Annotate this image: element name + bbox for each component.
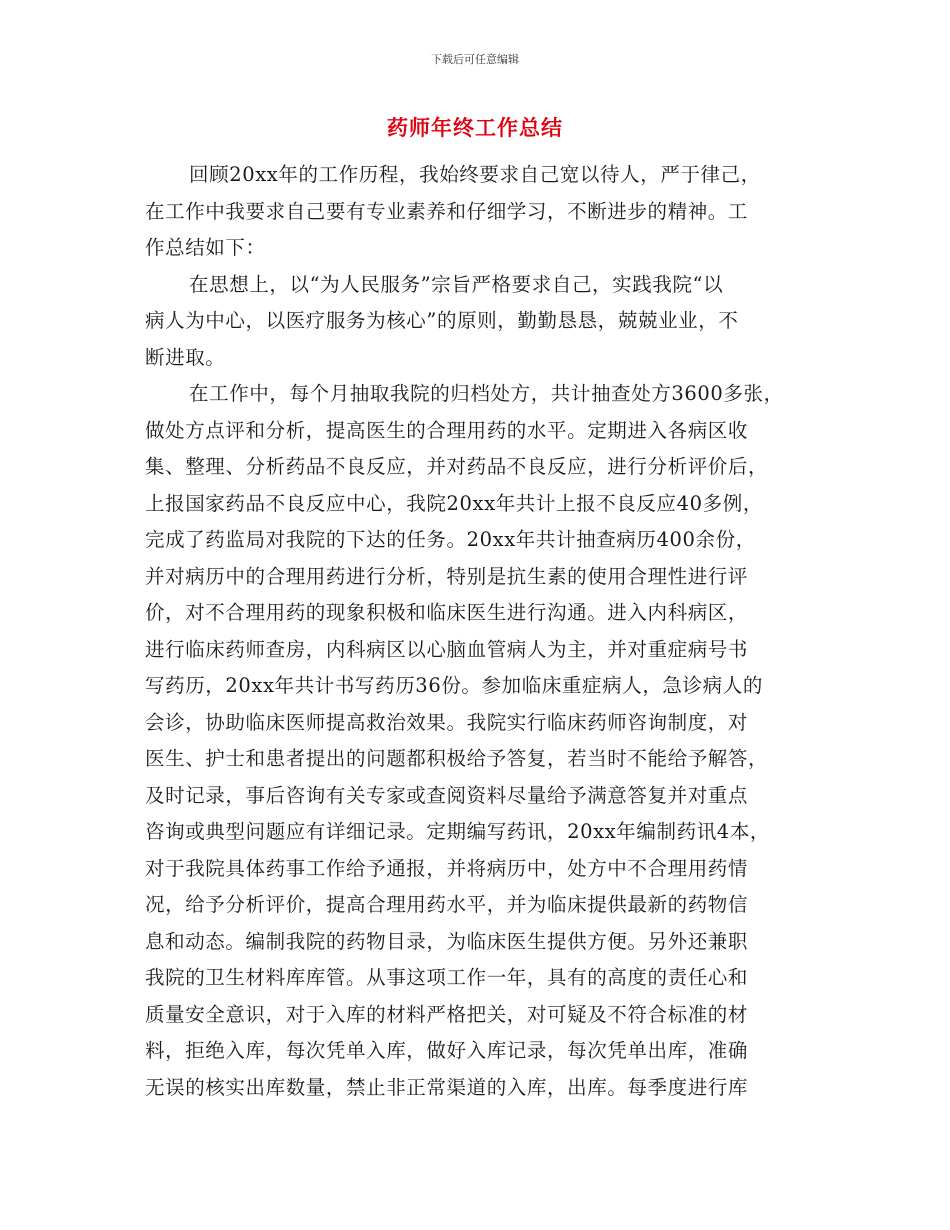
paragraph-line: 及时记录，事后咨询有关专家或查阅资料尽量给予满意答复并对重点 (145, 783, 749, 807)
paragraph-line: 在思想上，以“为人民服务”宗旨严格要求自己，实践我院“以 (189, 272, 724, 296)
paragraph-line: 写药历，20xx年共计书写药历36份。参加临床重症病人，急诊病人的 (145, 674, 763, 697)
paragraph-line: 况，给予分析评价，提高合理用药水平，并为临床提供最新的药物信 (145, 893, 749, 916)
paragraph-line: 回顾20xx年的工作历程，我始终要求自己宽以待人，严于律己， (189, 163, 761, 186)
paragraph-line: 进行临床药师查房，内科病区以心脑血管病人为主，并对重症病号书 (145, 637, 749, 661)
paragraph-line: 上报国家药品不良反应中心，我院20xx年共计上报不良反应40多例， (145, 491, 763, 515)
paragraph-line: 病人为中心，以医疗服务为核心”的原则，勤勤恳恳，兢兢业业，不 (145, 309, 739, 332)
document-title: 药师年终工作总结 (387, 115, 563, 140)
paragraph-line: 在工作中，每个月抽取我院的归档处方，共计抽查处方3600多张， (189, 382, 784, 405)
paragraph-line: 咨询或典型问题应有详细记录。定期编写药讯，20xx年编制药讯4本， (145, 820, 771, 843)
paragraph-line: 完成了药监局对我院的下达的任务。20xx年共计抽查病历400余份， (145, 528, 756, 551)
paragraph-line: 作总结如下： (145, 236, 266, 259)
paragraph-line: 会诊，协助临床医师提高救治效果。我院实行临床药师咨询制度，对 (145, 710, 749, 734)
paragraph-line: 在工作中我要求自己要有专业素养和仔细学习，不断进步的精神。工 (145, 199, 749, 223)
paragraph-line: 医生、护士和患者提出的问题都积极给予答复，若当时不能给予解答， (145, 747, 769, 770)
paragraph-line: 息和动态。编制我院的药物目录，为临床医生提供方便。另外还兼职 (145, 929, 749, 953)
paragraph-line: 做处方点评和分析，提高医生的合理用药的水平。定期进入各病区收 (145, 418, 749, 442)
paragraph-line: 质量安全意识，对于入库的材料严格把关，对可疑及不符合标准的材 (145, 1002, 749, 1026)
paragraph-line: 无误的核实出库数量，禁止非正常渠道的入库，出库。每季度进行库 (145, 1075, 749, 1099)
page-header-note: 下载后可任意编辑 (431, 53, 519, 66)
paragraph-line: 价，对不合理用药的现象积极和临床医生进行沟通。进入内科病区， (145, 601, 749, 624)
paragraph-line: 并对病历中的合理用药进行分析，特别是抗生素的使用合理性进行评 (145, 564, 749, 588)
paragraph-line: 料，拒绝入库，每次凭单入库，做好入库记录，每次凭单出库，准确 (145, 1039, 749, 1062)
paragraph-line: 集、整理、分析药品不良反应，并对药品不良反应，进行分析评价后， (145, 455, 769, 478)
document-body (145, 157, 821, 1106)
paragraph-line: 断进取。 (145, 345, 226, 369)
paragraph-line: 我院的卫生材料库库管。从事这项工作一年，具有的高度的责任心和 (145, 966, 749, 989)
paragraph-line: 对于我院具体药事工作给予通报，并将病历中，处方中不合理用药情 (145, 856, 749, 880)
